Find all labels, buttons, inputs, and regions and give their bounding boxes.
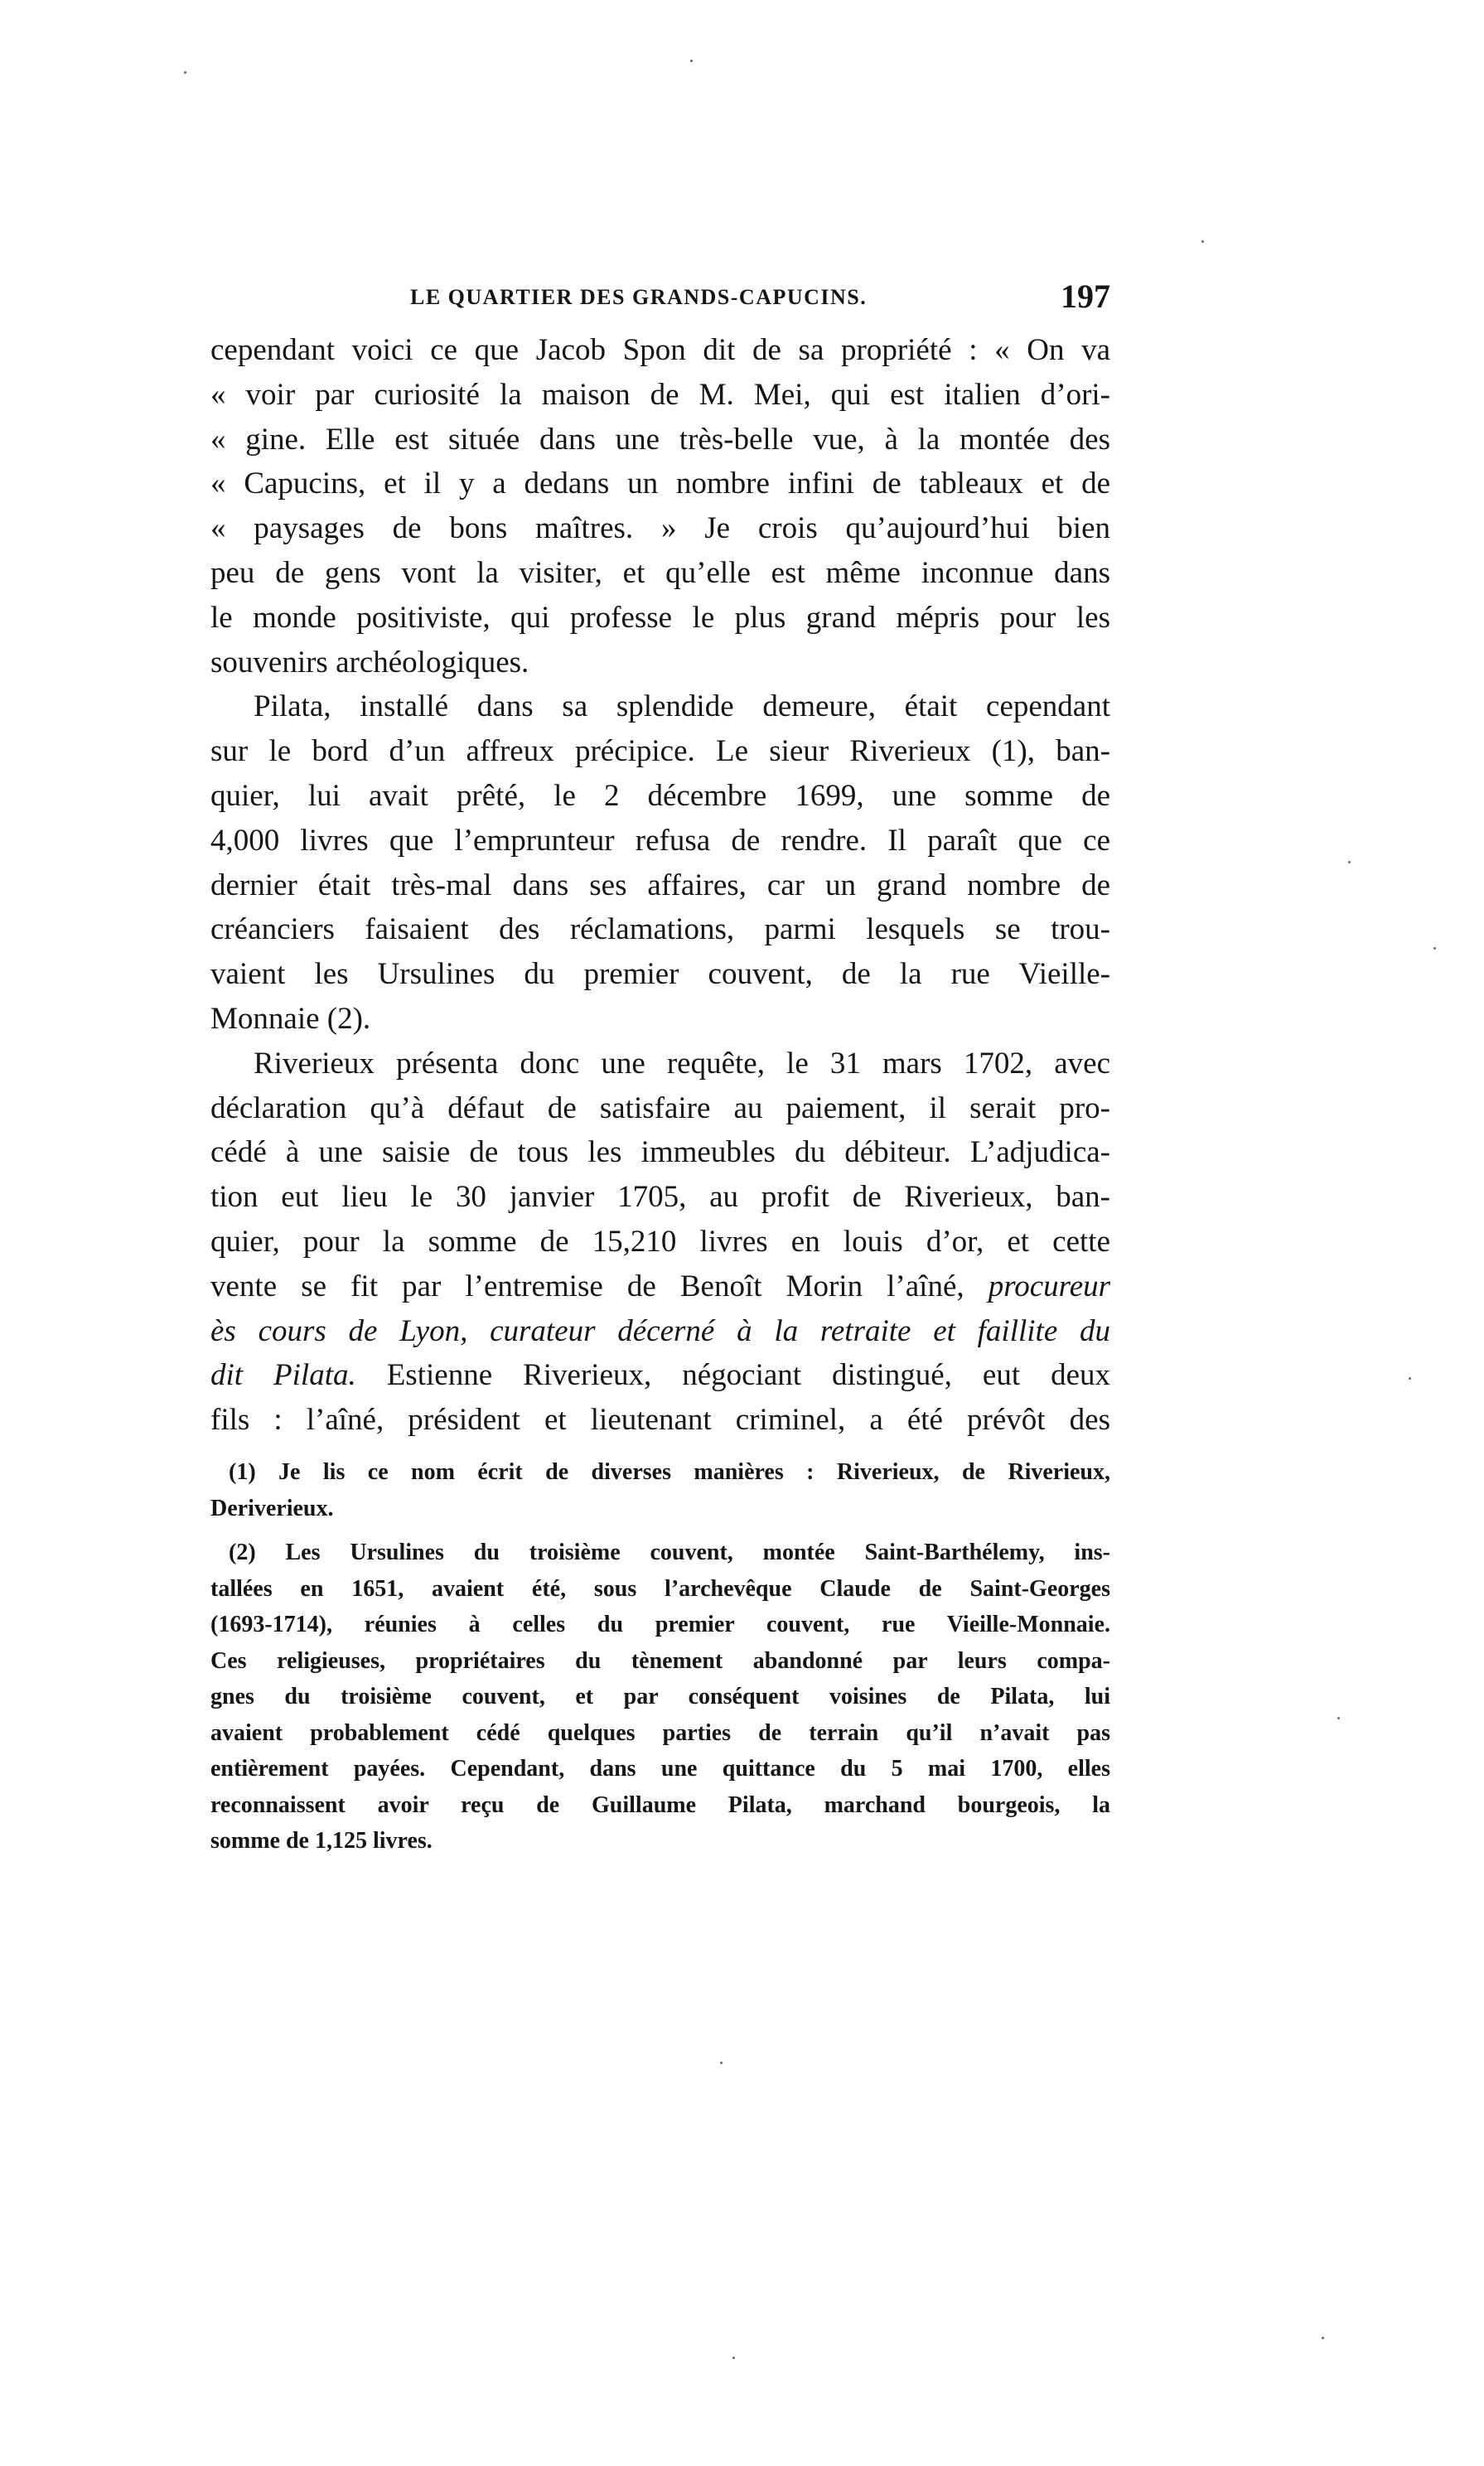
text-line: fils : l’aîné, président et lieutenant criminel, a été prévôt des [210,1403,1110,1438]
text-line: Riverieux présenta donc une requête, le 31 mars 1702, avec [254,1046,1110,1081]
text-line [210,1309,1110,1354]
scan-speck [690,60,693,62]
text-run: Estienne Riverieux, négociant distingué, eut deux [355,1358,1111,1393]
text-line: « paysages de bons maîtres. » Je crois qu’aujourd’hui bien [210,511,1110,546]
text-line [210,1264,1110,1309]
footnote-line: (2) Les Ursulines du troisième couvent, montée Saint-Barthélemy, ins- [229,1540,1110,1565]
running-header [207,277,1110,320]
footnote-line: (1693-1714), réunies à celles du premier couvent, rue Vieille-Monnaie. [210,1612,1110,1637]
text-line: dernier était très-mal dans ses affaires, car un grand nombre de [210,868,1110,902]
text-run: vente se fit par l’entremise de Benoît Morin l’aîné, [210,1269,964,1303]
text-line: 4,000 livres que l’emprunteur refusa de rendre. Il paraît que ce [210,823,1110,858]
footnote-line: Ces religieuses, propriétaires du tènement abandonné par leurs compa- [210,1647,1110,1674]
text-line: Pilata, installé dans sa splendide demeure, était cependant [254,689,1110,724]
text-line: quier, lui avait prêté, le 2 décembre 1699, une somme de [210,778,1110,813]
page-number: 197 [1061,278,1110,315]
footnote-line: entièrement payées. Cependant, dans une quittance du 5 mai 1700, elles [210,1756,1110,1782]
footnote-line: somme de 1,125 livres. [210,1828,433,1854]
text-line: quier, pour la somme de 15,210 livres en louis d’or, et cette [210,1224,1110,1259]
text-line: le monde positiviste, qui professe le plus grand mépris pour les [210,600,1110,635]
running-header-title: LE QUARTIER DES GRANDS-CAPUCINS. [410,285,868,309]
text-line: vaient les Ursulines du premier couvent, de la rue Vieille- [210,957,1110,992]
footnote-line: reconnaissent avoir reçu de Guillaume Pilata, marchand bourgeois, la [210,1791,1110,1818]
text-line: souvenirs archéologiques. [210,645,529,679]
scan-speck [1322,2337,1324,2339]
text-line: « gine. Elle est située dans une très-belle vue, à la montée des [210,422,1110,457]
text-line: sur le bord d’un affreux précipice. Le sieur Riverieux (1), ban- [210,734,1110,769]
italic-run: ès cours de Lyon, curateur décerné à la retraite et faillite du [210,1313,1110,1348]
text-line: peu de gens vont la visiter, et qu’elle est même inconnue dans [210,555,1110,590]
footnote-line: tallées en 1651, avaient été, sous l’archevêque Claude de Saint-Georges [210,1575,1110,1602]
scan-speck [732,2357,735,2359]
text-line [210,1353,1110,1398]
text-line: déclaration qu’à défaut de satisfaire au paiement, il serait pro- [210,1090,1110,1125]
text-line: cependant voici ce que Jacob Spon dit de sa propriété : « On va [210,333,1110,367]
text-line: créanciers faisaient des réclamations, parmi lesquels se trou- [210,912,1110,947]
text-line: Monnaie (2). [210,1001,371,1036]
footnote-line: Deriverieux. [210,1495,334,1521]
scan-speck [1409,1377,1411,1380]
footnotes [210,1454,1110,1859]
scan-speck [1348,861,1351,863]
italic-run: dit Pilata. [210,1358,356,1393]
text-line: tion eut lieu le 30 janvier 1705, au profit de Riverieux, ban- [210,1180,1110,1215]
scan-speck [720,2062,723,2064]
footnote-line: avaient probablement cédé quelques parties de terrain qu’il n’avait pas [210,1719,1110,1746]
scan-speck [184,71,186,74]
italic-run: procureur [988,1269,1111,1303]
text-line: cédé à une saisie de tous les immeubles du débiteur. L’adjudica- [210,1135,1110,1170]
footnote-line: gnes du troisième couvent, et par conséquent voisines de Pilata, lui [210,1684,1110,1709]
scan-speck [1433,947,1436,950]
text-line: « Capucins, et il y a dedans un nombre infini de tableaux et de [210,467,1110,501]
main-text [210,328,1110,1443]
scan-speck [1201,240,1204,243]
scan-speck [1337,1717,1340,1719]
footnote-line: (1) Je lis ce nom écrit de diverses manières : Riverieux, de Riverieux, [229,1459,1110,1485]
text-line: « voir par curiosité la maison de M. Mei, qui est italien d’ori- [210,377,1110,412]
